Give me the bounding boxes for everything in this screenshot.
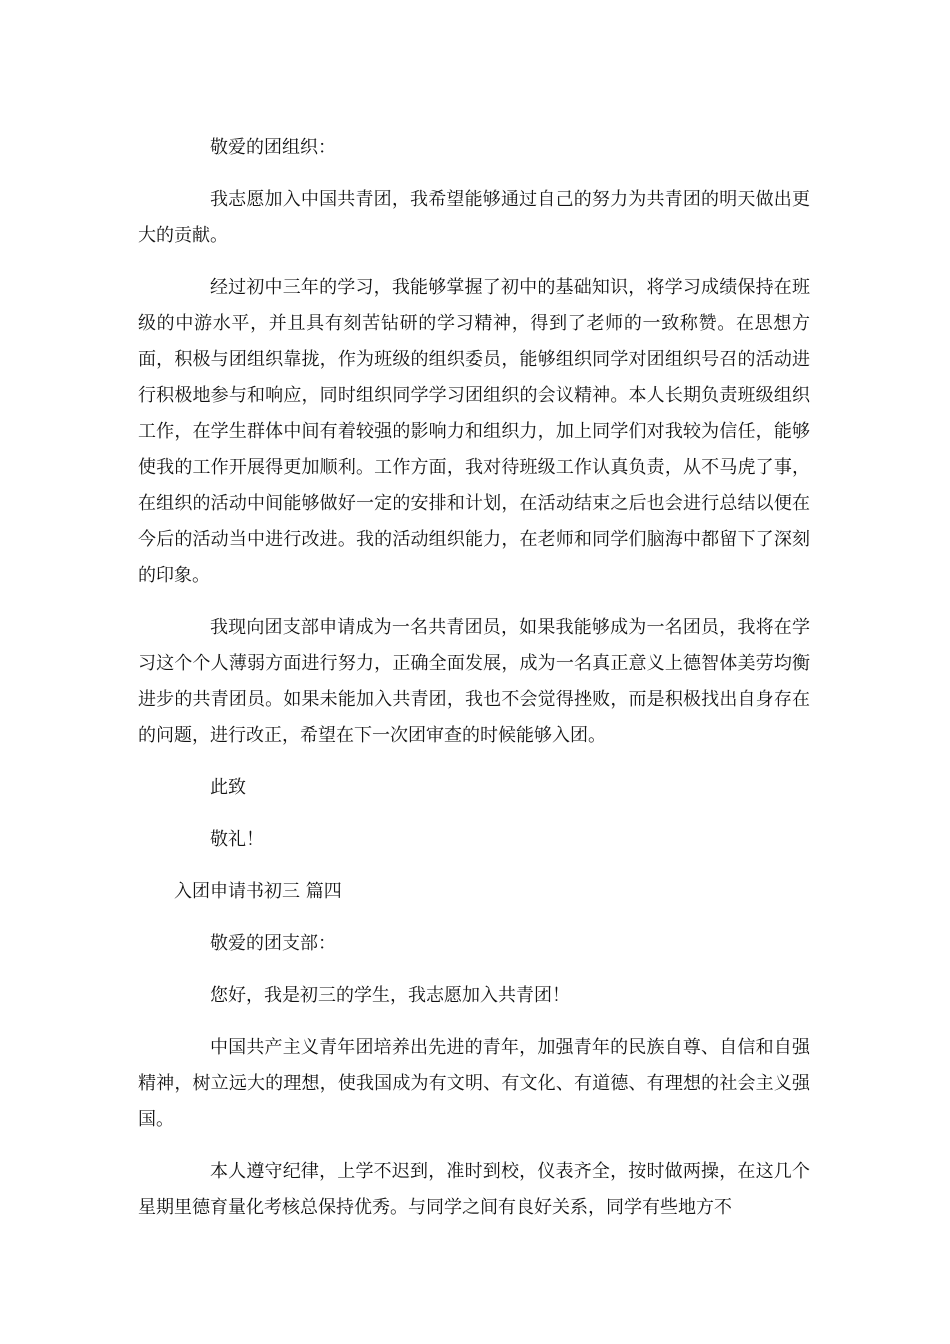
body-paragraph: 您好，我是初三的学生，我志愿加入共青团！ [210,985,570,1006]
closing-paragraph: 此致 [210,777,246,798]
body-paragraph: 经过初中三年的学习，我能够掌握了初中的基础知识，将学习成绩保持在班级的中游水平，并且具有刻苦钻研的学习精神，得到了老师的一致称赞。在思想方面，积极与团组织靠拢，作为班级的组织委员，能够组织同学对团组织号召的活动进行积极地参与和响应，同时组织同学学习团组织的会议精神。本人长期负责班级组织工作，在学生群体中间有着较强的影响力和组织力，加上同学们对我较为信任，能够使我的工作开展得更加顺利。工作方面，我对待班级工作认真负责，从不马虎了事，在组织的活动中间能够做好一定的安排和计划，在活动结束之后也会进行总结以便在今后的活动当中进行改进。我的活动组织能力，在老师和同学们脑海中都留下了深刻的印象。 [138,277,810,586]
body-paragraph: 我志愿加入中国共青团，我希望能够通过自己的努力为共青团的明天做出更大的贡献。 [138,189,810,246]
body-paragraph: 中国共产主义青年团培养出先进的青年，加强青年的民族自尊、自信和自强精神，树立远大的理想，使我国成为有文明、有文化、有道德、有理想的社会主义强国。 [138,1037,810,1130]
salutation-paragraph: 敬爱的团组织： [210,137,336,158]
closing-paragraph: 敬礼！ [210,829,264,850]
salutation-paragraph: 敬爱的团支部： [210,933,336,954]
document-page [138,130,810,1242]
section-heading: 入团申请书初三 篇四 [174,881,342,902]
body-paragraph: 我现向团支部申请成为一名共青团员，如果我能够成为一名团员，我将在学习这个个人薄弱方面进行努力，正确全面发展，成为一名真正意义上德智体美劳均衡进步的共青团员。如果未能加入共青团，我也不会觉得挫败，而是积极找出自身存在的问题，进行改正，希望在下一次团审查的时候能够入团。 [138,617,810,746]
body-paragraph: 本人遵守纪律，上学不迟到，准时到校，仪表齐全，按时做两操，在这几个星期里德育量化考核总保持优秀。与同学之间有良好关系，同学有些地方不 [138,1161,810,1218]
